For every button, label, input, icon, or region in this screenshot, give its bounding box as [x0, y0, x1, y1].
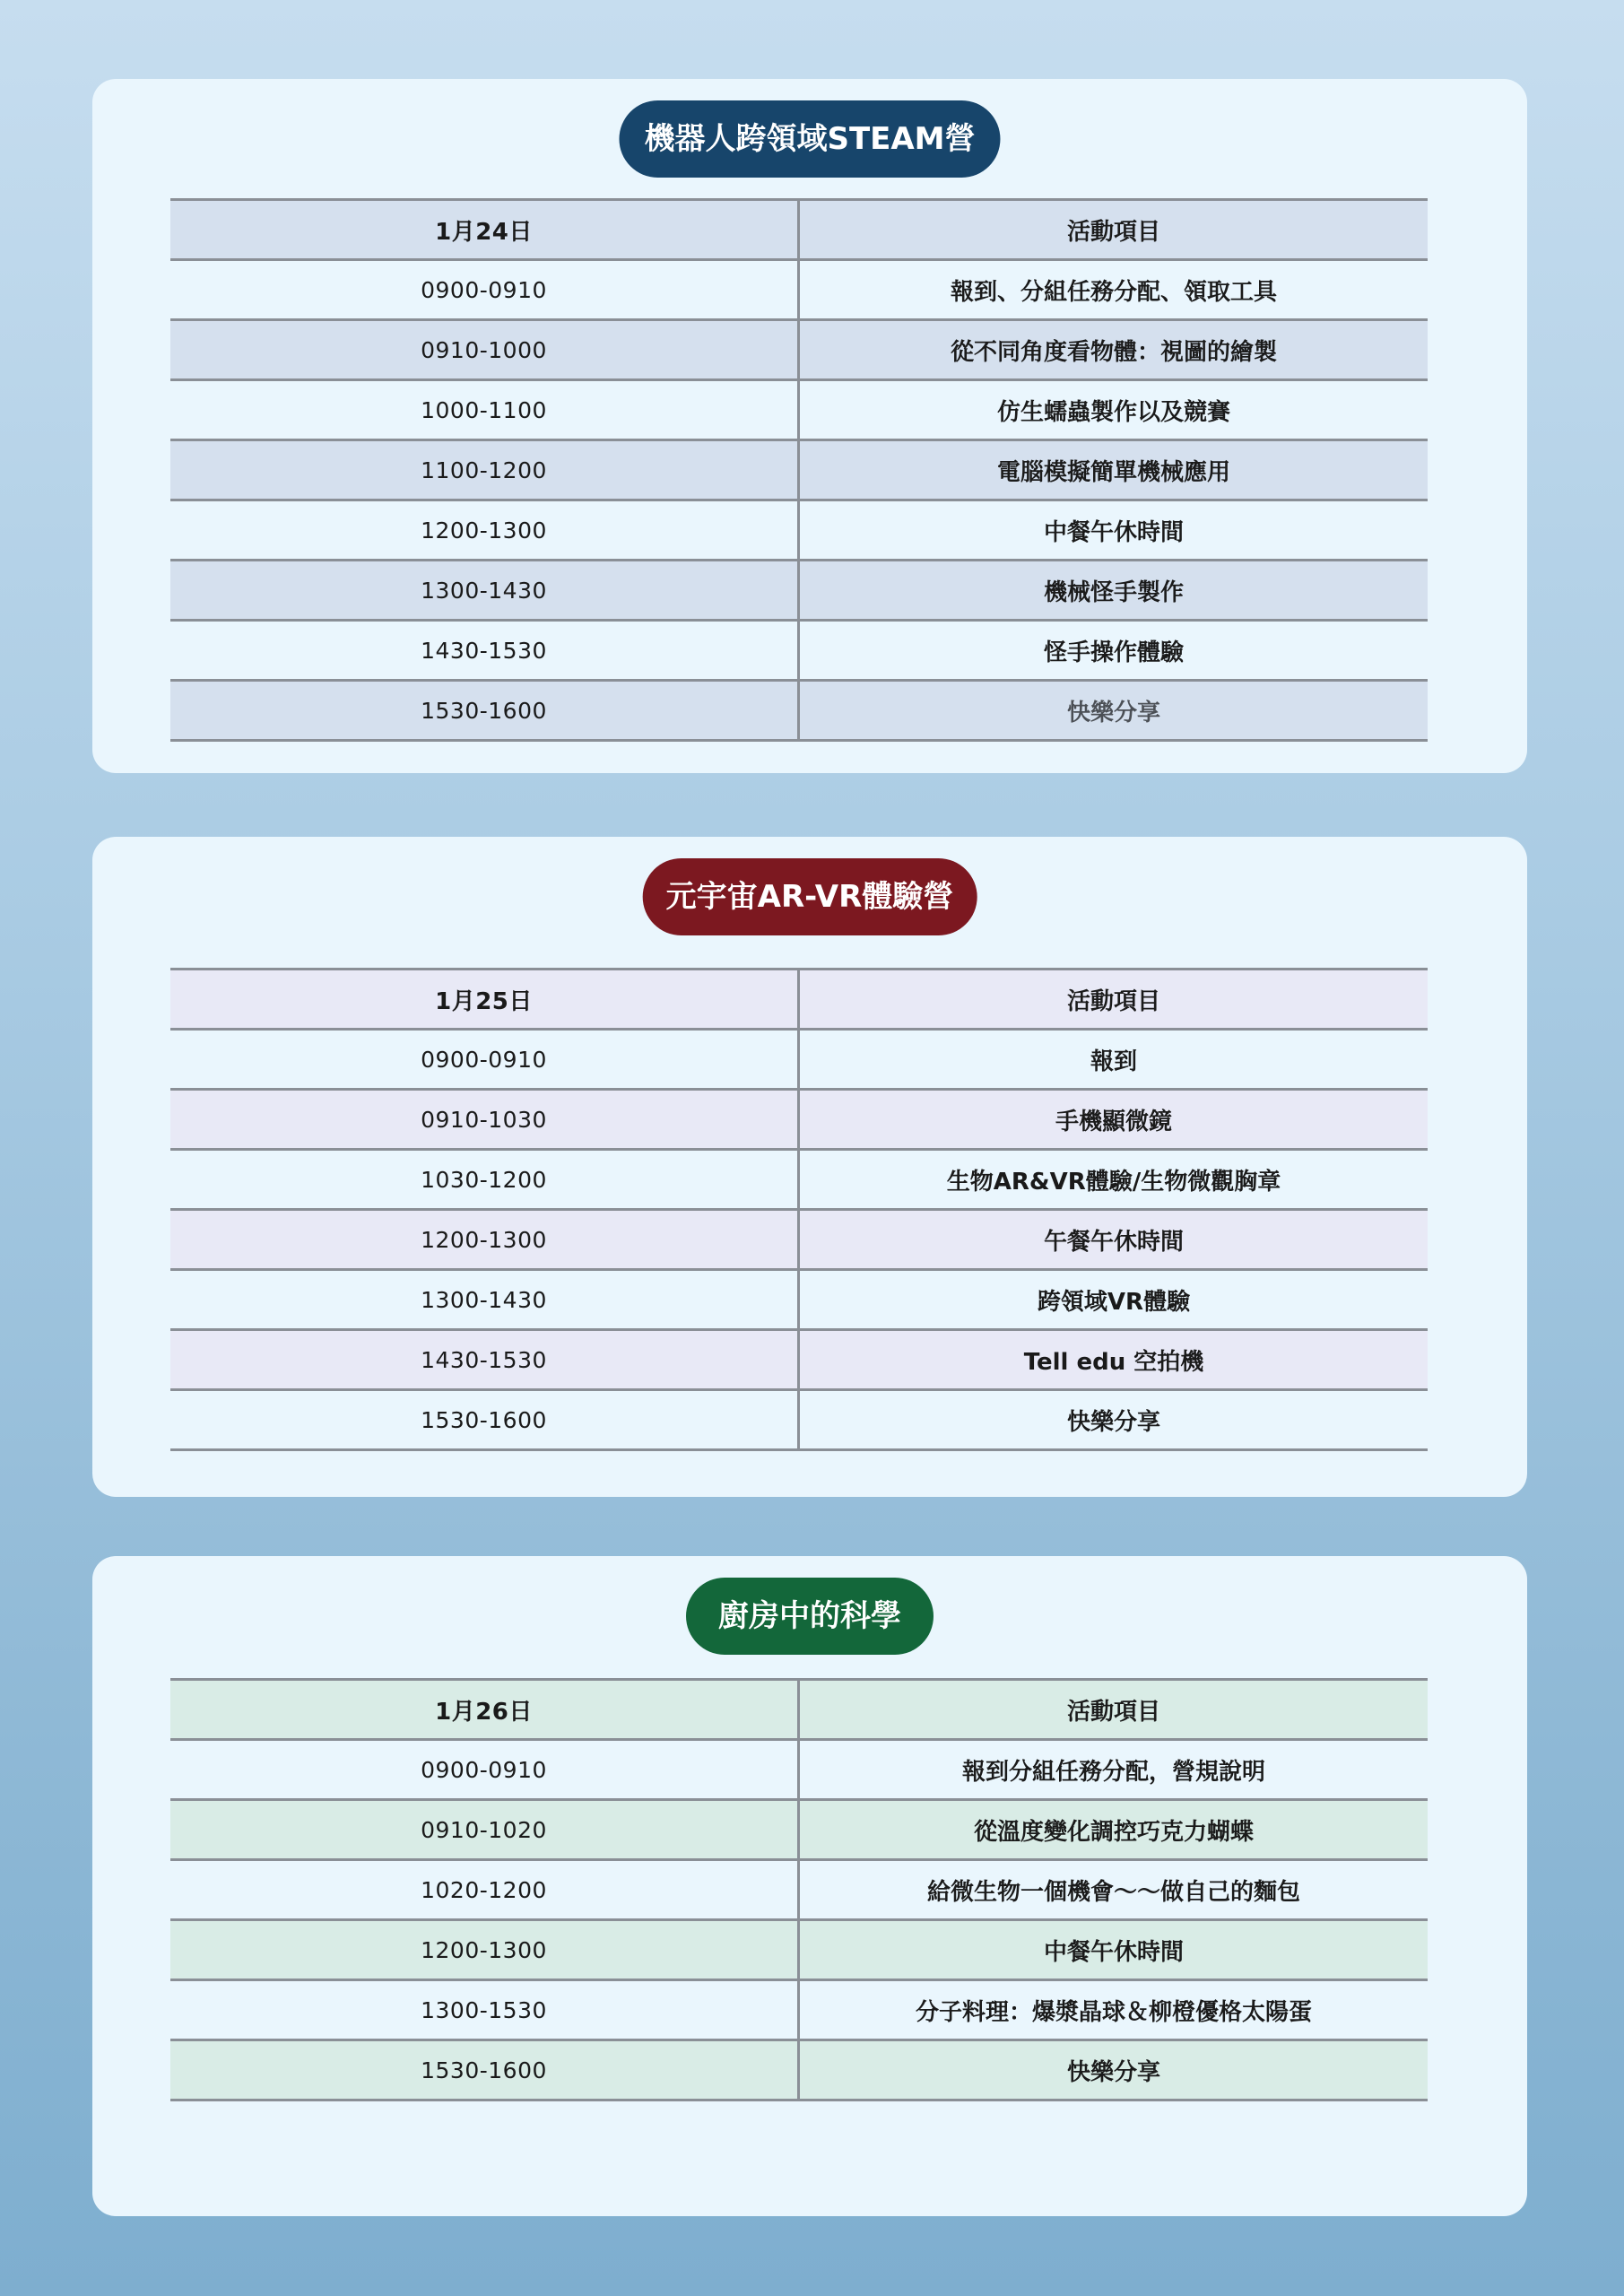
camp-title: 機器人跨領域STEAM營 — [619, 100, 1000, 178]
time-cell: 1200-1300 — [170, 1920, 799, 1980]
time-cell: 0910-1030 — [170, 1090, 799, 1150]
activity-header: 活動項目 — [799, 1680, 1429, 1740]
table-row — [170, 1090, 1428, 1150]
time-cell: 1300-1430 — [170, 1270, 799, 1330]
table-row — [170, 320, 1428, 380]
activity-cell: 分子料理：爆漿晶球＆柳橙優格太陽蛋 — [799, 1980, 1429, 2040]
table-row — [170, 1150, 1428, 1210]
activity-cell: 電腦模擬簡單機械應用 — [799, 440, 1429, 500]
activity-cell: 怪手操作體驗 — [799, 621, 1429, 681]
activity-cell: 從溫度變化調控巧克力蝴蝶 — [799, 1800, 1429, 1860]
time-cell: 0910-1000 — [170, 320, 799, 380]
time-cell: 1030-1200 — [170, 1150, 799, 1210]
time-cell: 0900-0910 — [170, 260, 799, 320]
time-cell: 1020-1200 — [170, 1860, 799, 1920]
activity-cell: 中餐午休時間 — [799, 500, 1429, 561]
activity-cell: Tell edu 空拍機 — [799, 1330, 1429, 1390]
activity-cell: 報到 — [799, 1030, 1429, 1090]
time-cell: 1530-1600 — [170, 2040, 799, 2100]
camp-title: 廚房中的科學 — [686, 1578, 934, 1655]
activity-header: 活動項目 — [799, 970, 1429, 1030]
activity-cell: 跨領域VR體驗 — [799, 1270, 1429, 1330]
table-row — [170, 1270, 1428, 1330]
table-row — [170, 1860, 1428, 1920]
time-cell: 1200-1300 — [170, 1210, 799, 1270]
activity-cell: 報到分組任務分配，營規說明 — [799, 1740, 1429, 1800]
schedule-table — [170, 198, 1428, 742]
table-row — [170, 1390, 1428, 1450]
time-cell: 0910-1020 — [170, 1800, 799, 1860]
time-cell: 1430-1530 — [170, 621, 799, 681]
date-header: 1月24日 — [170, 200, 799, 260]
table-row — [170, 1920, 1428, 1980]
table-row — [170, 1980, 1428, 2040]
activity-cell: 快樂分享 — [799, 2040, 1429, 2100]
activity-cell: 手機顯微鏡 — [799, 1090, 1429, 1150]
time-cell: 1100-1200 — [170, 440, 799, 500]
camp-title: 元宇宙AR-VR體驗營 — [643, 858, 977, 935]
table-header-row — [170, 200, 1428, 260]
table-header-row — [170, 1680, 1428, 1740]
camp-card-ar-vr — [92, 837, 1527, 1497]
date-header: 1月25日 — [170, 970, 799, 1030]
camp-card-robotics — [92, 79, 1527, 773]
table-header-row — [170, 970, 1428, 1030]
table-row — [170, 380, 1428, 440]
activity-cell: 仿生蠕蟲製作以及競賽 — [799, 380, 1429, 440]
activity-cell: 機械怪手製作 — [799, 561, 1429, 621]
activity-cell: 報到、分組任務分配、領取工具 — [799, 260, 1429, 320]
time-cell: 1300-1430 — [170, 561, 799, 621]
time-cell: 1300-1530 — [170, 1980, 799, 2040]
time-cell: 1530-1600 — [170, 681, 799, 741]
time-cell: 1430-1530 — [170, 1330, 799, 1390]
table-row — [170, 260, 1428, 320]
date-header: 1月26日 — [170, 1680, 799, 1740]
time-cell: 1200-1300 — [170, 500, 799, 561]
activity-cell: 中餐午休時間 — [799, 1920, 1429, 1980]
time-cell: 1530-1600 — [170, 1390, 799, 1450]
time-cell: 0900-0910 — [170, 1740, 799, 1800]
table-row — [170, 561, 1428, 621]
table-row — [170, 440, 1428, 500]
table-row — [170, 1210, 1428, 1270]
table-row — [170, 1800, 1428, 1860]
table-row — [170, 2040, 1428, 2100]
activity-cell: 快樂分享 — [799, 681, 1429, 741]
table-row — [170, 500, 1428, 561]
schedule-table — [170, 968, 1428, 1451]
time-cell: 0900-0910 — [170, 1030, 799, 1090]
activity-cell: 從不同角度看物體：視圖的繪製 — [799, 320, 1429, 380]
activity-cell: 午餐午休時間 — [799, 1210, 1429, 1270]
table-row — [170, 1330, 1428, 1390]
table-row — [170, 1740, 1428, 1800]
table-row — [170, 621, 1428, 681]
activity-cell: 生物AR&VR體驗/生物微觀胸章 — [799, 1150, 1429, 1210]
table-row — [170, 681, 1428, 741]
activity-header: 活動項目 — [799, 200, 1429, 260]
time-cell: 1000-1100 — [170, 380, 799, 440]
activity-cell: 給微生物一個機會～～做自己的麵包 — [799, 1860, 1429, 1920]
table-row — [170, 1030, 1428, 1090]
schedule-table — [170, 1678, 1428, 2101]
activity-cell: 快樂分享 — [799, 1390, 1429, 1450]
camp-card-kitchen-science — [92, 1556, 1527, 2216]
